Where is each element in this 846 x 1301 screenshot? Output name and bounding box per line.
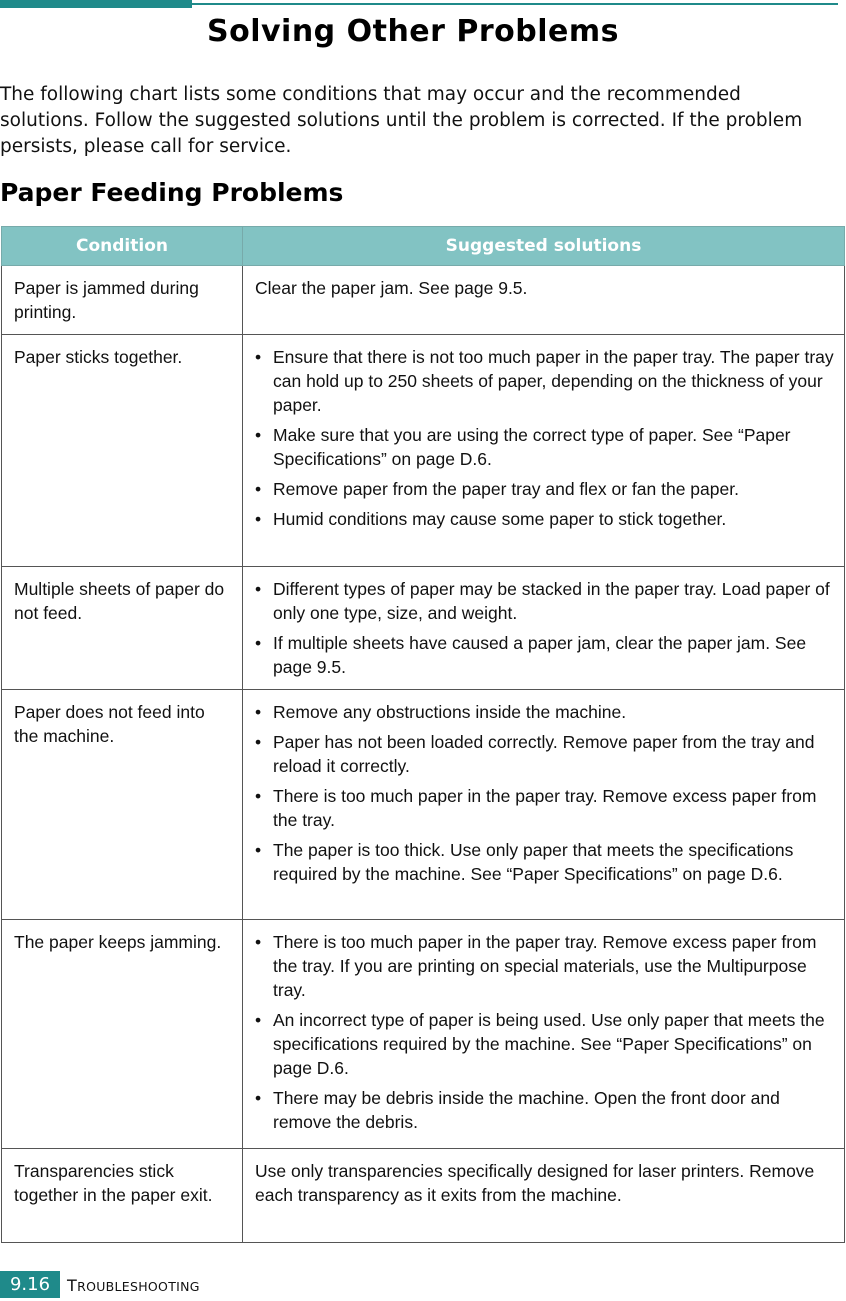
solution-list — [255, 930, 834, 1134]
solution-cell — [243, 335, 845, 567]
header-accent-bar — [0, 0, 192, 8]
page-title: Solving Other Problems — [206, 14, 619, 49]
list-item: • Different types of paper may be stacked in the paper tray. Load paper of only one type, size, and weight. — [255, 577, 834, 625]
section-title: Paper Feeding Problems — [0, 178, 344, 207]
list-item: • Ensure that there is not too much paper in the paper tray. The paper tray can hold up to 250 sheets of paper, depending on the thickness of your paper. — [255, 345, 834, 417]
condition-cell: Multiple sheets of paper do not feed. — [2, 567, 243, 690]
list-item: • Make sure that you are using the correct type of paper. See “Paper Specifications” on page D.6. — [255, 423, 834, 471]
list-item: • There is too much paper in the paper tray. Remove excess paper from the tray. — [255, 784, 834, 832]
solution-list — [255, 577, 834, 679]
table-header-row — [2, 227, 845, 266]
intro-paragraph: The following chart lists some conditions that may occur and the recommended solutions. Follow the suggested solutions until the problem is corrected. If the problem persists, please call for service. — [0, 84, 803, 157]
header-solutions: Suggested solutions — [243, 227, 845, 266]
table-row — [2, 335, 845, 567]
list-item: • There is too much paper in the paper tray. Remove excess paper from the tray. If you are printing on special materials, use the Multipurpose tray. — [255, 930, 834, 1002]
problems-table — [1, 226, 845, 1243]
list-item: • The paper is too thick. Use only paper that meets the specifications required by the machine. See “Paper Specifications” on page D.6. — [255, 838, 834, 886]
list-item: • There may be debris inside the machine. Open the front door and remove the debris. — [255, 1086, 834, 1134]
table-row — [2, 1149, 845, 1243]
header-condition: Condition — [2, 227, 243, 266]
header-rule — [192, 3, 838, 5]
condition-cell: Paper is jammed during printing. — [2, 266, 243, 335]
list-item: • Paper has not been loaded correctly. Remove paper from the tray and reload it correctly. — [255, 730, 834, 778]
table-row — [2, 920, 845, 1149]
solution-list — [255, 700, 834, 886]
table-row — [2, 266, 845, 335]
page-number: 9.16 — [0, 1271, 60, 1298]
condition-cell: The paper keeps jamming. — [2, 920, 243, 1149]
solution-cell: Use only transparencies specifically designed for laser printers. Remove each transparency as it exits from the machine. — [243, 1149, 845, 1243]
list-item: • An incorrect type of paper is being used. Use only paper that meets the specifications required by the machine. See “Paper Specifications” on page D.6. — [255, 1008, 834, 1080]
footer-section-rest: ROUBLESHOOTING — [77, 1279, 200, 1294]
condition-cell: Paper sticks together. — [2, 335, 243, 567]
footer-section-label — [67, 1276, 200, 1295]
condition-cell: Transparencies stick together in the paper exit. — [2, 1149, 243, 1243]
solution-cell — [243, 920, 845, 1149]
list-item: • Remove any obstructions inside the machine. — [255, 700, 834, 724]
footer-section-initial: T — [67, 1276, 78, 1295]
list-item: • If multiple sheets have caused a paper jam, clear the paper jam. See page 9.5. — [255, 631, 834, 679]
list-item: • Remove paper from the paper tray and flex or fan the paper. — [255, 477, 834, 501]
solution-cell: Clear the paper jam. See page 9.5. — [243, 266, 845, 335]
solution-list — [255, 345, 834, 531]
solution-cell — [243, 567, 845, 690]
list-item: • Humid conditions may cause some paper to stick together. — [255, 507, 834, 531]
table-row — [2, 567, 845, 690]
condition-cell: Paper does not feed into the machine. — [2, 690, 243, 920]
table-row — [2, 690, 845, 920]
solution-cell — [243, 690, 845, 920]
